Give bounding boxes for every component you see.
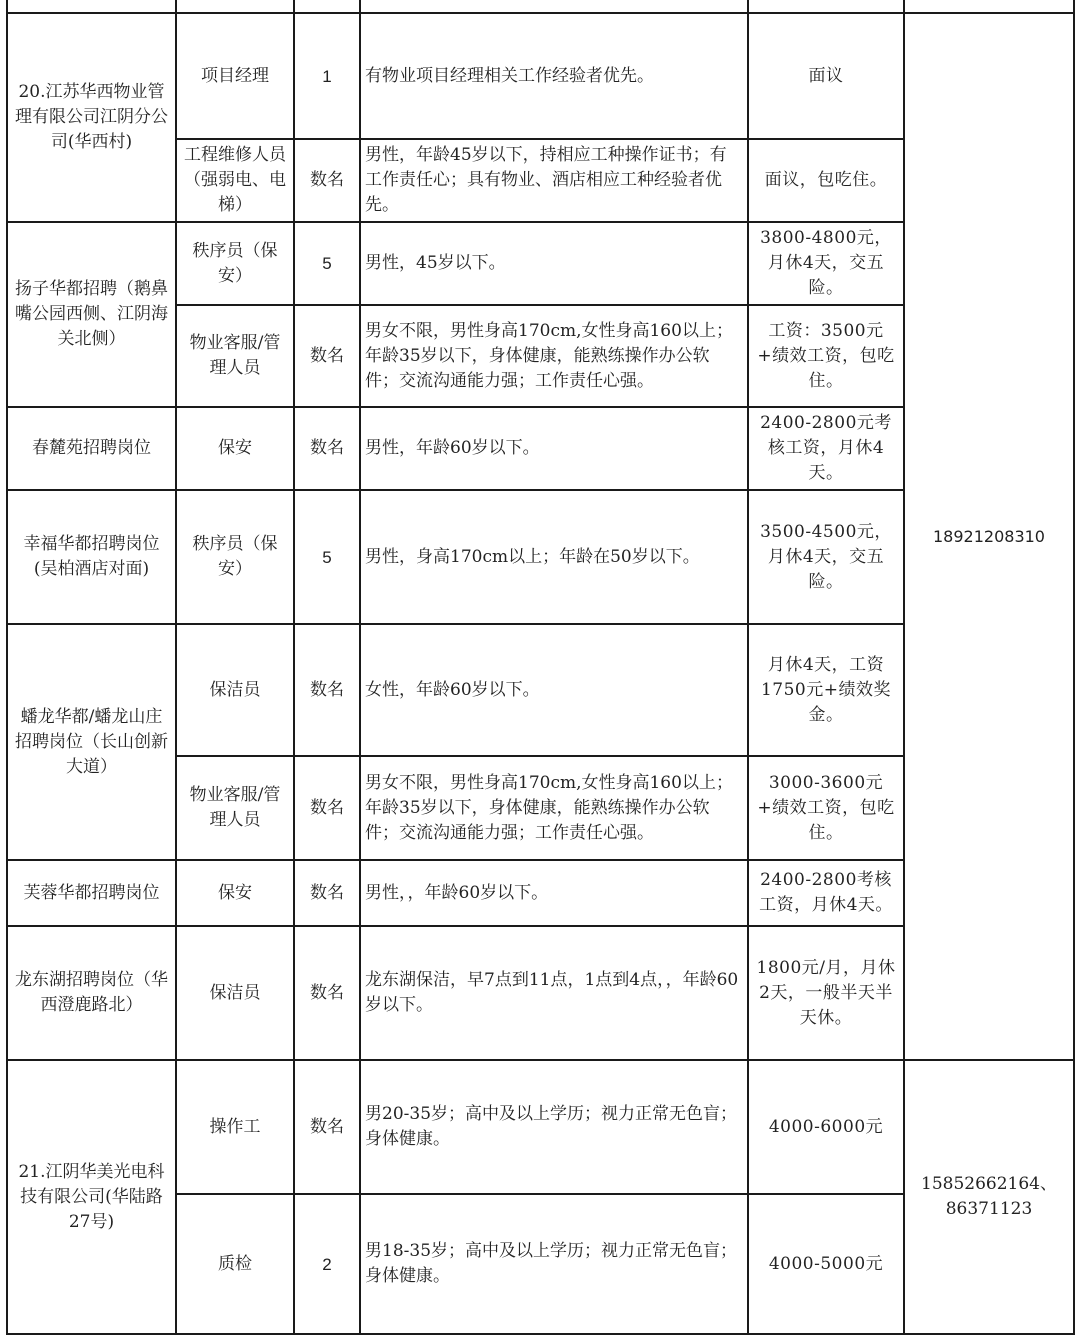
- position-cell: 项目经理: [176, 13, 294, 139]
- company-cell: 蟠龙华都/蟠龙山庄招聘岗位（长山创新大道）: [7, 624, 176, 860]
- position-cell: 保洁员: [176, 624, 294, 756]
- table-row: [7, 0, 1074, 13]
- requirement-cell: 男性，年龄45岁以下，持相应工种操作证书；有工作责任心；具有物业、酒店相应工种经验者优先。: [360, 139, 748, 222]
- count-cell: 数名: [294, 756, 360, 860]
- count-cell: 1: [294, 13, 360, 139]
- contact-cell: [904, 0, 1074, 13]
- requirement-cell: 男性，45岁以下。: [360, 222, 748, 305]
- requirement-cell: 男性，身高170cm以上；年龄在50岁以下。: [360, 490, 748, 624]
- position-cell: [176, 0, 294, 13]
- salary-cell: 4000-5000元: [748, 1194, 904, 1334]
- contact-phone: 15852662164、86371123: [904, 1060, 1074, 1334]
- company-cell: 扬子华都招聘（鹅鼻嘴公园西侧、江阴海关北侧）: [7, 222, 176, 407]
- salary-cell: 月休4天，工资1750元+绩效奖金。: [748, 624, 904, 756]
- position-cell: 保洁员: [176, 926, 294, 1060]
- company-cell: 春麓苑招聘岗位: [7, 407, 176, 490]
- salary-cell: 2400-2800考核工资，月休4天。: [748, 860, 904, 926]
- requirement-cell: 男18-35岁；高中及以上学历；视力正常无色盲；身体健康。: [360, 1194, 748, 1334]
- salary-cell: [748, 0, 904, 13]
- company-cell: 芙蓉华都招聘岗位: [7, 860, 176, 926]
- company-cell: 幸福华都招聘岗位(吴柏酒店对面): [7, 490, 176, 624]
- requirement-cell: [360, 0, 748, 13]
- salary-cell: 1800元/月，月休2天，一般半天半天休。: [748, 926, 904, 1060]
- salary-cell: 3800-4800元，月休4天，交五险。: [748, 222, 904, 305]
- salary-cell: 4000-6000元: [748, 1060, 904, 1194]
- position-cell: 操作工: [176, 1060, 294, 1194]
- requirement-cell: 男性，，年龄60岁以下。: [360, 860, 748, 926]
- count-cell: 5: [294, 222, 360, 305]
- count-cell: 数名: [294, 139, 360, 222]
- count-cell: [294, 0, 360, 13]
- salary-cell: 3500-4500元，月休4天，交五险。: [748, 490, 904, 624]
- position-cell: 秩序员（保安）: [176, 490, 294, 624]
- company-cell: [7, 0, 176, 13]
- table-row: [7, 1060, 1074, 1194]
- salary-cell: 面议: [748, 13, 904, 139]
- requirement-cell: 男女不限，男性身高170cm,女性身高160以上；年龄35岁以下，身体健康，能熟练操作办公软件；交流沟通能力强；工作责任心强。: [360, 305, 748, 407]
- company-cell: 20.江苏华西物业管理有限公司江阴分公司(华西村): [7, 13, 176, 222]
- salary-cell: 面议，包吃住。: [748, 139, 904, 222]
- salary-cell: 工资：3500元+绩效工资，包吃住。: [748, 305, 904, 407]
- position-cell: 保安: [176, 407, 294, 490]
- requirement-cell: 女性，年龄60岁以下。: [360, 624, 748, 756]
- requirement-cell: 龙东湖保洁，早7点到11点，1点到4点，，年龄60岁以下。: [360, 926, 748, 1060]
- count-cell: 数名: [294, 624, 360, 756]
- count-cell: 2: [294, 1194, 360, 1334]
- position-cell: 秩序员（保安）: [176, 222, 294, 305]
- position-cell: 质检: [176, 1194, 294, 1334]
- count-cell: 数名: [294, 926, 360, 1060]
- company-cell: 龙东湖招聘岗位（华西澄鹿路北）: [7, 926, 176, 1060]
- requirement-cell: 男20-35岁；高中及以上学历；视力正常无色盲；身体健康。: [360, 1060, 748, 1194]
- salary-cell: 3000-3600元+绩效工资，包吃住。: [748, 756, 904, 860]
- position-cell: 保安: [176, 860, 294, 926]
- requirement-cell: 男女不限，男性身高170cm,女性身高160以上；年龄35岁以下，身体健康，能熟练操作办公软件；交流沟通能力强；工作责任心强。: [360, 756, 748, 860]
- position-cell: 工程维修人员（强弱电、电梯）: [176, 139, 294, 222]
- requirement-cell: 男性，年龄60岁以下。: [360, 407, 748, 490]
- recruitment-table: [6, 0, 1075, 1335]
- company-cell: 21.江阴华美光电科技有限公司(华陆路27号): [7, 1060, 176, 1334]
- contact-phone: 18921208310: [904, 13, 1074, 1060]
- requirement-cell: 有物业项目经理相关工作经验者优先。: [360, 13, 748, 139]
- position-cell: 物业客服/管理人员: [176, 305, 294, 407]
- count-cell: 5: [294, 490, 360, 624]
- count-cell: 数名: [294, 407, 360, 490]
- salary-cell: 2400-2800元考核工资，月休4天。: [748, 407, 904, 490]
- count-cell: 数名: [294, 1060, 360, 1194]
- count-cell: 数名: [294, 305, 360, 407]
- position-cell: 物业客服/管理人员: [176, 756, 294, 860]
- count-cell: 数名: [294, 860, 360, 926]
- table-row: [7, 13, 1074, 139]
